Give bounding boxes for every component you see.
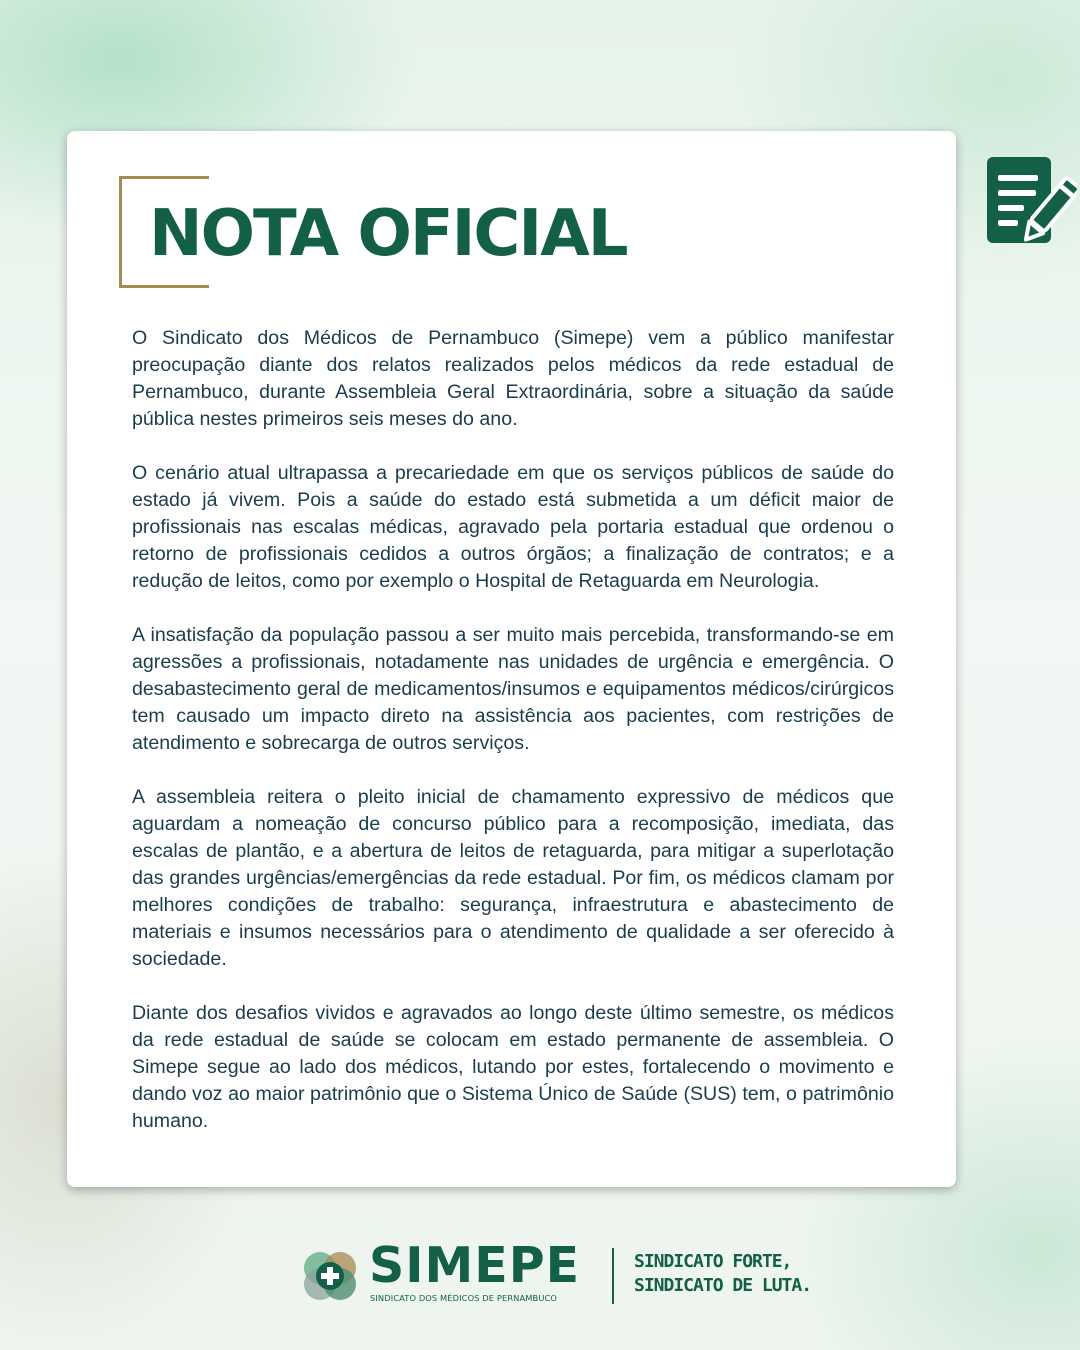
footer-divider xyxy=(612,1248,614,1304)
paragraph-3: A insatisfação da população passou a ser muito mais percebida, transformando-se em agressões a profissionais, notadamente nas unidades de urgência e emergência. O desabastecimento geral de medicamentos/insumos e equipamentos médicos/cirúrgicos tem causado um impacto direto na assistência aos pacientes, com restrições de atendimento e sobrecarga de outros serviços. xyxy=(132,624,894,754)
footer xyxy=(300,1237,820,1308)
paragraph-4: A assembleia reitera o pleito inicial de chamamento expressivo de médicos que aguardam a nomeação de concurso público para a recomposição, imediata, das escalas de plantão, e a abertura de leitos de retaguarda, para mitigar a superlotação das grandes urgências/emergências da rede estadual. Por fim, os médicos clamam por melhores condições de trabalho: segurança, infraestrutura e abastecimento de materiais e insumos necessários para o atendimento de qualidade a ser oferecido à sociedade. xyxy=(132,786,894,970)
page-title: NOTA OFICIAL xyxy=(149,197,627,271)
note-body xyxy=(132,325,894,1162)
note-card xyxy=(67,131,956,1187)
logo-wordmark: SIMEPE xyxy=(369,1237,581,1294)
paragraph-5: Diante dos desafios vividos e agravados ao longo deste último semestre, os médicos da rede estadual de saúde se colocam em estado permanente de assembleia. O Simepe segue ao lado dos médicos, lutando por estes, fortalecendo o movimento e dando voz ao maior patrimônio que o Sistema Único de Saúde (SUS) tem, o patrimônio humano. xyxy=(132,1002,894,1132)
slogan-line-1: SINDICATO FORTE, xyxy=(634,1251,792,1272)
document-edit-icon xyxy=(985,155,1077,245)
slogan xyxy=(634,1250,811,1298)
simepe-logo-icon xyxy=(300,1248,360,1304)
slogan-line-2: SINDICATO DE LUTA. xyxy=(634,1275,812,1296)
paragraph-2: O cenário atual ultrapassa a precariedade em que os serviços públicos de saúde do estado já vivem. Pois a saúde do estado está submetida a um déficit maior de profissionais nas escalas médicas, agravado pela portaria estadual que ordenou o retorno de profissionais cedidos a outros órgãos; a finalização de contratos; e a redução de leitos, como por exemplo o Hospital de Retaguarda em Neurologia. xyxy=(132,462,894,592)
paragraph-1: O Sindicato dos Médicos de Pernambuco (Simepe) vem a público manifestar preocupação diante dos relatos realizados pelos médicos da rede estadual de Pernambuco, durante Assembleia Geral Extraordinária, sobre a situação da saúde pública nestes primeiros seis meses do ano. xyxy=(132,327,894,430)
logo-subtitle: SINDICATO DOS MÉDICOS DE PERNAMBUCO xyxy=(370,1293,558,1303)
